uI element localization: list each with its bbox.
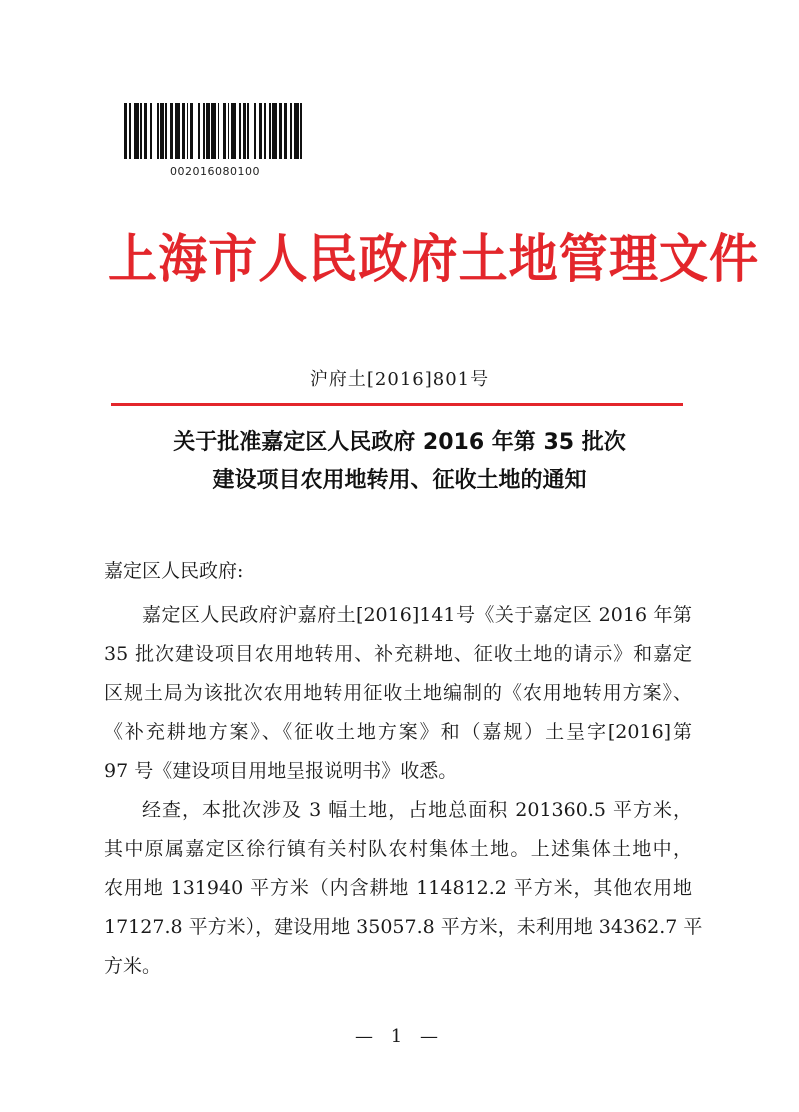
paragraph-2-line: 经查，本批次涉及 3 幅土地，占地总面积 201360.5 平方米，: [142, 799, 692, 821]
red-divider-line: [111, 403, 683, 406]
paragraph-2-line: 方米。: [104, 955, 162, 977]
paragraph-1-line: 35 批次建设项目农用地转用、补充耕地、征收土地的请示》和嘉定: [104, 643, 692, 665]
paragraph-2-line: 农用地 131940 平方米（内含耕地 114812.2 平方米，其他农用地: [104, 877, 692, 899]
paragraph-2-line: 其中原属嘉定区徐行镇有关村队农村集体土地。上述集体土地中，: [104, 838, 692, 860]
notice-title-line-2: 建设项目农用地转用、征收土地的通知: [212, 468, 587, 493]
masthead-title: 上海市人民政府土地管理文件: [108, 229, 760, 290]
barcode-number: 002016080100: [170, 165, 260, 178]
salutation: 嘉定区人民政府:: [104, 560, 244, 582]
barcode-bar: [302, 103, 305, 159]
paragraph-2: [104, 791, 703, 986]
paragraph-1: [104, 596, 692, 791]
document-number: 沪府土[2016]801号: [309, 369, 490, 390]
paragraph-2-line: 17127.8 平方米），建设用地 35057.8 平方米，未利用地 34362.7 平: [104, 916, 703, 938]
paragraph-1-line: 嘉定区人民政府沪嘉府土[2016]141号《关于嘉定区 2016 年第: [142, 604, 692, 626]
barcode-image: [124, 103, 306, 159]
paragraph-1-line: 《补充耕地方案》、《征收土地方案》和（嘉规）土呈字[2016]第: [104, 721, 692, 743]
paragraph-1-line: 区规土局为该批次农用地转用征收土地编制的《农用地转用方案》、: [104, 682, 692, 704]
page-number: — 1 —: [355, 1026, 444, 1047]
notice-title-line-1: 关于批准嘉定区人民政府 2016 年第 35 批次: [173, 430, 626, 455]
paragraph-1-line: 97 号《建设项目用地呈报说明书》收悉。: [104, 760, 458, 782]
